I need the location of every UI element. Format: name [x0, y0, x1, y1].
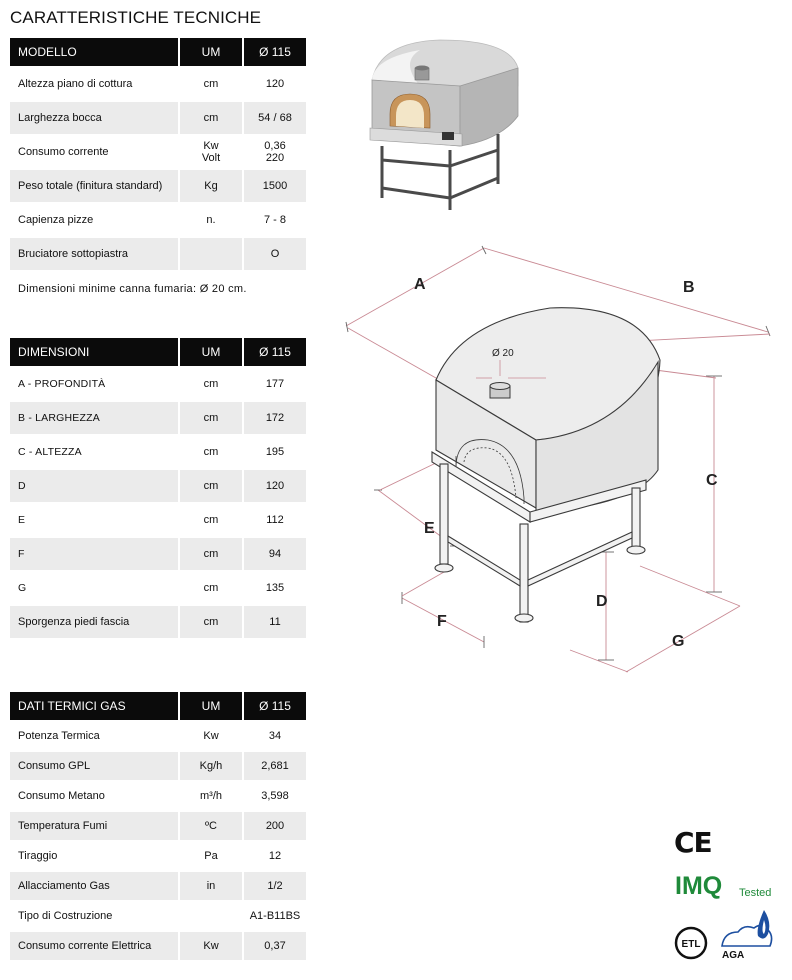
row-label: Bruciatore sottopiastra	[10, 238, 178, 270]
aga-logo-text: AGA	[722, 950, 745, 961]
table-row	[10, 68, 306, 100]
row-value: 7 - 8	[263, 214, 286, 226]
row-label: Larghezza bocca	[10, 102, 178, 134]
table-row	[10, 932, 306, 960]
row-value: 0,37	[244, 932, 306, 960]
row-value: A1-B11BS	[249, 910, 301, 922]
header-cell: Ø 115	[244, 338, 306, 366]
header-cell: MODELLO	[10, 38, 178, 66]
row-unit: Kg	[180, 170, 242, 202]
oven-dimension-drawing	[340, 236, 780, 676]
table-row	[10, 238, 306, 270]
table-row	[10, 606, 306, 638]
row-value: 94	[244, 538, 306, 570]
row-label: Capienza pizze	[18, 214, 94, 226]
row-unit: cm	[180, 470, 242, 502]
header-cell: UM	[180, 338, 242, 366]
row-unit	[180, 238, 242, 270]
table-row	[10, 902, 306, 930]
row-label: F	[10, 538, 178, 570]
row-value: 120	[265, 78, 285, 90]
row-unit: in	[180, 872, 242, 900]
etl-logo-text: ETL	[681, 939, 701, 950]
row-label: D	[10, 470, 178, 502]
table-row	[10, 752, 306, 780]
row-unit	[180, 902, 242, 930]
row-value: 200	[244, 812, 306, 840]
table-row	[10, 842, 306, 870]
row-label: Potenza Termica	[18, 730, 100, 742]
row-label: C - ALTEZZA	[18, 446, 82, 458]
row-unit: cm	[203, 446, 219, 458]
page-title: CARATTERISTICHE TECNICHE	[10, 8, 262, 27]
row-value: O	[244, 238, 306, 270]
table-row	[10, 872, 306, 900]
row-label: Sporgenza piedi fascia	[10, 606, 178, 638]
table-row	[10, 204, 306, 236]
row-unit: cm	[203, 582, 219, 594]
row-unit: cm	[203, 78, 219, 90]
table-row	[10, 170, 306, 202]
dim-label-e: E	[424, 520, 435, 537]
oven-product-render	[360, 28, 530, 218]
header-cell: UM	[180, 692, 242, 720]
table-header	[10, 38, 306, 66]
dim-label-a: A	[414, 276, 426, 293]
dim-label-f: F	[437, 613, 447, 630]
row-unit: ºC	[180, 812, 242, 840]
row-value: 120	[244, 470, 306, 502]
model-table	[10, 38, 306, 270]
row-value: 2,681	[244, 752, 306, 780]
row-value: 11	[244, 606, 306, 638]
table-row	[10, 436, 306, 468]
row-unit: Kw	[180, 932, 242, 960]
header-cell: Ø 115	[244, 692, 306, 720]
row-label: Peso totale (finitura standard)	[10, 170, 178, 202]
row-unit: Kg/h	[180, 752, 242, 780]
flue-note: Dimensioni minime canna fumaria: Ø 20 cm.	[18, 283, 247, 295]
dim-label-g: G	[672, 633, 685, 650]
row-unit: cm	[203, 378, 219, 390]
table-row	[10, 402, 306, 434]
row-label: G	[18, 582, 27, 594]
row-value: 195	[265, 446, 285, 458]
imq-tested-label: Tested	[739, 887, 772, 899]
header-cell: DIMENSIONI	[10, 338, 178, 366]
table-row	[10, 102, 306, 134]
table-row	[10, 538, 306, 570]
table-header	[10, 692, 306, 720]
row-value: 1500	[244, 170, 306, 202]
flue-pipe	[490, 383, 510, 399]
row-unit: n.	[206, 214, 216, 226]
row-label: Consumo Metano	[18, 790, 105, 802]
row-value: 1/2	[244, 872, 306, 900]
table-row	[10, 572, 306, 604]
row-label: Temperatura Fumi	[10, 812, 178, 840]
row-unit: Kw	[203, 730, 219, 742]
dim-label-c: C	[706, 472, 718, 489]
table-row	[10, 812, 306, 840]
table-row	[10, 470, 306, 502]
row-value: 3,598	[261, 790, 289, 802]
dim-label-d: D	[596, 593, 608, 610]
table-header	[10, 338, 306, 366]
etl-logo	[673, 925, 709, 961]
row-unit: cm	[180, 606, 242, 638]
row-unit: cm	[180, 102, 242, 134]
table-row	[10, 368, 306, 400]
row-label: Consumo corrente	[18, 146, 109, 158]
dimensions-table	[10, 338, 306, 638]
row-value: 54 / 68	[244, 102, 306, 134]
dim-label-b: B	[683, 279, 695, 296]
table-row	[10, 504, 306, 536]
row-unit: Pa	[204, 850, 218, 862]
row-unit: m³/h	[200, 790, 222, 802]
row-value: 177	[265, 378, 285, 390]
flue-diameter-label: Ø 20	[492, 348, 514, 359]
row-value: 112	[266, 514, 284, 526]
row-label: Consumo GPL	[10, 752, 178, 780]
table-row	[10, 136, 306, 168]
table-row	[10, 782, 306, 810]
ce-mark-logo: CE	[674, 826, 712, 859]
row-value: 34	[268, 730, 282, 742]
row-unit: cm	[203, 514, 219, 526]
row-label: Tipo di Costruzione	[18, 910, 113, 922]
row-value: 135	[265, 582, 285, 594]
row-label: Altezza piano di cottura	[18, 78, 133, 90]
row-label: A - PROFONDITÀ	[18, 378, 106, 390]
row-label: Allacciamento Gas	[10, 872, 178, 900]
row-unit: cm	[180, 402, 242, 434]
row-label: B - LARGHEZZA	[10, 402, 178, 434]
header-cell: UM	[180, 38, 242, 66]
imq-logo: IMQ	[675, 872, 723, 900]
row-value: 0,36 220	[264, 140, 286, 164]
row-value: 172	[244, 402, 306, 434]
gas-table	[10, 692, 306, 960]
row-unit: cm	[180, 538, 242, 570]
table-row	[10, 722, 306, 750]
row-label: Tiraggio	[18, 850, 58, 862]
row-label: E	[18, 514, 26, 526]
row-value: 12	[268, 850, 282, 862]
header-cell: Ø 115	[244, 38, 306, 66]
aga-logo	[718, 906, 778, 962]
row-unit: Kw Volt	[201, 140, 221, 164]
header-cell: DATI TERMICI GAS	[10, 692, 178, 720]
row-label: Consumo corrente Elettrica	[10, 932, 178, 960]
